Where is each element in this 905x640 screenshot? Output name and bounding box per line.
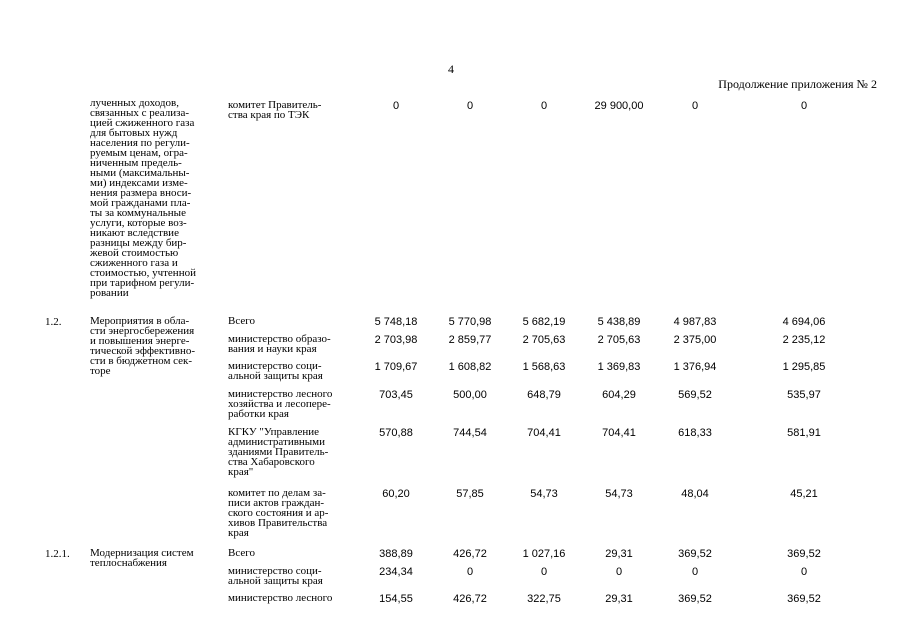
value-cell: 1 709,67 [374, 361, 418, 373]
value-cell: 1 376,94 [673, 361, 717, 373]
value-cell: 570,88 [379, 427, 413, 439]
value-cell: 581,91 [787, 427, 821, 439]
value-cell: 4 987,83 [673, 316, 717, 328]
value-cell: 648,79 [527, 389, 561, 401]
value-cell: 426,72 [453, 548, 487, 560]
value-cell: 704,41 [527, 427, 561, 439]
value-cell: 5 748,18 [374, 316, 418, 328]
continuation-label: Продолжение приложения № 2 [718, 77, 877, 91]
value-cell: 426,72 [453, 593, 487, 605]
value-cell: 5 770,98 [448, 316, 492, 328]
value-cell: 703,45 [379, 389, 413, 401]
value-cell: 45,21 [790, 488, 818, 500]
value-cell: 322,75 [527, 593, 561, 605]
value-cell: 569,52 [678, 389, 712, 401]
value-cell: 5 682,19 [522, 316, 566, 328]
row-name: лученных доходов, связанных с реализа- цией сжиженного газа для бытовых нужд населения по регули- руемым ценам, огра- ниченным предель- ными (максимальны- ми) индексами изме- нения размера вноси- мой гражданами пла- ты за коммунальные услуги, которые воз- никают вследствие разницы между бир- жевой стоимостью сжиженного газа и стоимостью, учтенной при тарифном регули- ровании [90, 97, 196, 299]
executor-label: министерство соци- альной защиты края [228, 360, 323, 382]
value-cell: 369,52 [787, 548, 821, 560]
value-cell: 154,55 [379, 593, 413, 605]
executor-label: министерство образо- вания и науки края [228, 333, 331, 355]
value-cell: 0 [540, 566, 548, 578]
value-cell: 5 438,89 [597, 316, 641, 328]
value-cell: 29,31 [605, 548, 633, 560]
value-cell: 1 608,82 [448, 361, 492, 373]
row-number: 1.2.1. [45, 548, 70, 560]
value-cell: 744,54 [453, 427, 487, 439]
value-cell: 2 705,63 [597, 334, 641, 346]
value-cell: 0 [466, 566, 474, 578]
executor-label: комитет Правитель- ства края по ТЭК [228, 99, 322, 121]
value-cell: 60,20 [382, 488, 410, 500]
value-cell: 0 [800, 566, 808, 578]
value-cell: 1 369,83 [597, 361, 641, 373]
executor-label: Всего [228, 547, 255, 559]
executor-label: министерство соци- альной защиты края [228, 565, 323, 587]
value-cell: 29 900,00 [594, 100, 644, 112]
value-cell: 1 027,16 [522, 548, 566, 560]
executor-label: министерство лесного хозяйства и лесопере- работки края [228, 388, 333, 420]
value-cell: 369,52 [678, 548, 712, 560]
value-cell: 500,00 [453, 389, 487, 401]
page-number: 4 [448, 62, 454, 76]
value-cell: 48,04 [681, 488, 709, 500]
value-cell: 0 [615, 566, 623, 578]
value-cell: 4 694,06 [782, 316, 826, 328]
value-cell: 0 [691, 566, 699, 578]
value-cell: 2 703,98 [374, 334, 418, 346]
executor-label: министерство лесного [228, 592, 333, 604]
value-cell: 57,85 [456, 488, 484, 500]
value-cell: 0 [466, 100, 474, 112]
value-cell: 388,89 [379, 548, 413, 560]
row-name: Модернизация систем теплоснабжения [90, 547, 194, 569]
value-cell: 604,29 [602, 389, 636, 401]
value-cell: 0 [392, 100, 400, 112]
value-cell: 234,34 [379, 566, 413, 578]
value-cell: 1 568,63 [522, 361, 566, 373]
value-cell: 0 [800, 100, 808, 112]
value-cell: 0 [540, 100, 548, 112]
executor-label: Всего [228, 315, 255, 327]
value-cell: 2 375,00 [673, 334, 717, 346]
value-cell: 369,52 [787, 593, 821, 605]
value-cell: 54,73 [605, 488, 633, 500]
value-cell: 704,41 [602, 427, 636, 439]
value-cell: 0 [691, 100, 699, 112]
value-cell: 535,97 [787, 389, 821, 401]
row-name: Мероприятия в обла- сти энергосбережения и повышения энерге- тической эффективно- сти в бюджетном сек- торе [90, 315, 196, 377]
value-cell: 1 295,85 [782, 361, 826, 373]
executor-label: КГКУ "Управление административными зданиями Правитель- ства Хабаровского края" [228, 426, 329, 478]
value-cell: 54,73 [530, 488, 558, 500]
value-cell: 618,33 [678, 427, 712, 439]
value-cell: 29,31 [605, 593, 633, 605]
value-cell: 369,52 [678, 593, 712, 605]
value-cell: 2 705,63 [522, 334, 566, 346]
row-number: 1.2. [45, 316, 62, 328]
executor-label: комитет по делам за- писи актов граждан- ского состояния и ар- хивов Правительства края [228, 487, 329, 539]
value-cell: 2 235,12 [782, 334, 826, 346]
value-cell: 2 859,77 [448, 334, 492, 346]
